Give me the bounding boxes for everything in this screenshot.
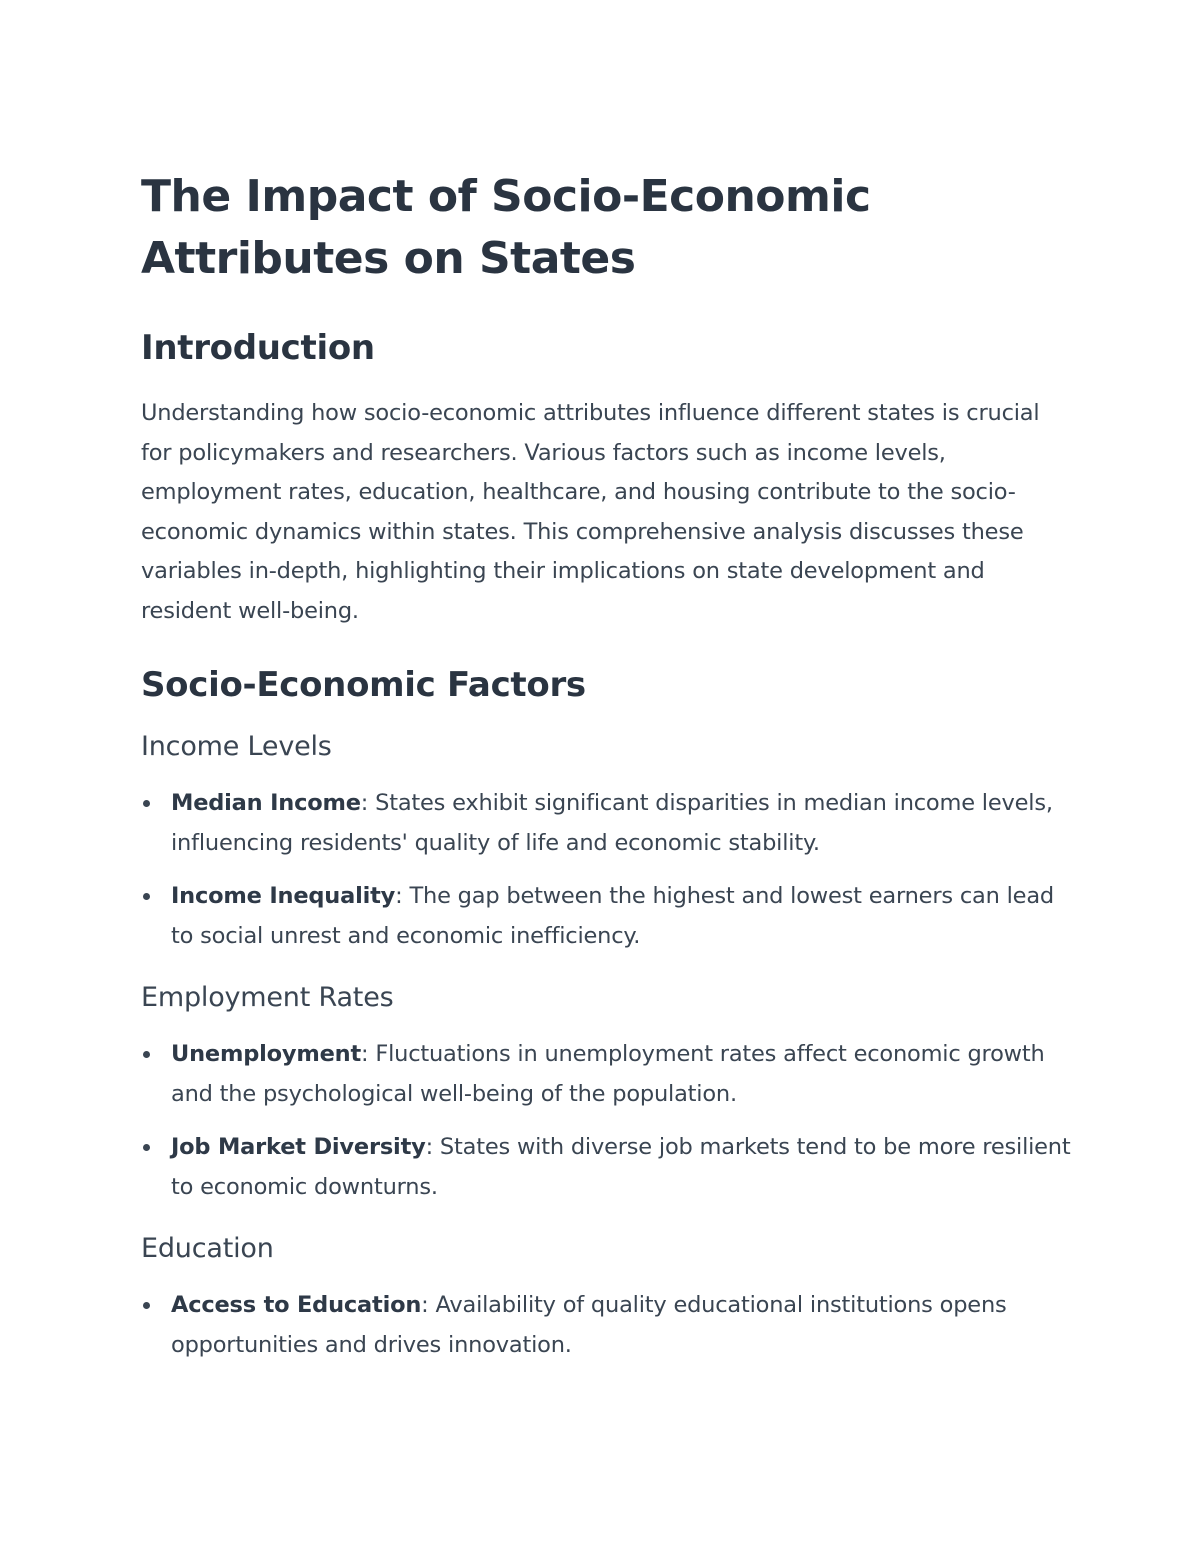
bullet-icon	[143, 1051, 150, 1058]
bullet-icon	[143, 893, 150, 900]
list-item	[141, 876, 1071, 956]
document-title: The Impact of Socio-Economic Attributes on States	[141, 171, 871, 284]
bullet-icon	[143, 800, 150, 807]
introduction-paragraph: Understanding how socio-economic attributes influence different states is crucial for policymakers and researchers. Various factors such as income levels, employment rates, education, healthcare, and housing contribute to the socio-economic dynamics within states. This comprehensive analysis discusses these variables in-depth, highlighting their implications on state development and resident well-being.	[141, 400, 1040, 624]
list-item	[141, 1285, 1071, 1365]
factors-heading: Socio-Economic Factors	[141, 665, 586, 705]
list-item-term: Job Market Diversity	[171, 1134, 426, 1160]
education-list	[141, 1285, 1071, 1365]
list-item	[141, 1127, 1071, 1207]
list-item	[141, 783, 1071, 863]
list-item-text: : States exhibit significant disparities in median income levels, influencing residents' quality of life and economic stability.	[171, 790, 1053, 856]
list-item	[141, 1034, 1071, 1114]
income-levels-heading: Income Levels	[141, 731, 332, 762]
list-item-term: Median Income	[171, 790, 361, 816]
bullet-icon	[143, 1144, 150, 1151]
list-item-text: : States with diverse job markets tend to be more resilient to economic downturns.	[171, 1134, 1071, 1200]
list-item-text: : The gap between the highest and lowest earners can lead to social unrest and economic inefficiency.	[171, 883, 1054, 949]
document-page	[141, 166, 1071, 1365]
introduction-heading: Introduction	[141, 328, 375, 368]
list-item-text: : Availability of quality educational institutions opens opportunities and drives innovation.	[171, 1292, 1007, 1358]
income-levels-list	[141, 783, 1071, 956]
list-item-term: Unemployment	[171, 1041, 362, 1067]
list-item-term: Access to Education	[171, 1292, 422, 1318]
bullet-icon	[143, 1302, 150, 1309]
employment-rates-heading: Employment Rates	[141, 982, 394, 1013]
employment-rates-list	[141, 1034, 1071, 1207]
education-heading: Education	[141, 1233, 274, 1264]
list-item-term: Income Inequality	[171, 883, 396, 909]
list-item-text: : Fluctuations in unemployment rates affect economic growth and the psychological well-being of the population.	[171, 1041, 1045, 1107]
